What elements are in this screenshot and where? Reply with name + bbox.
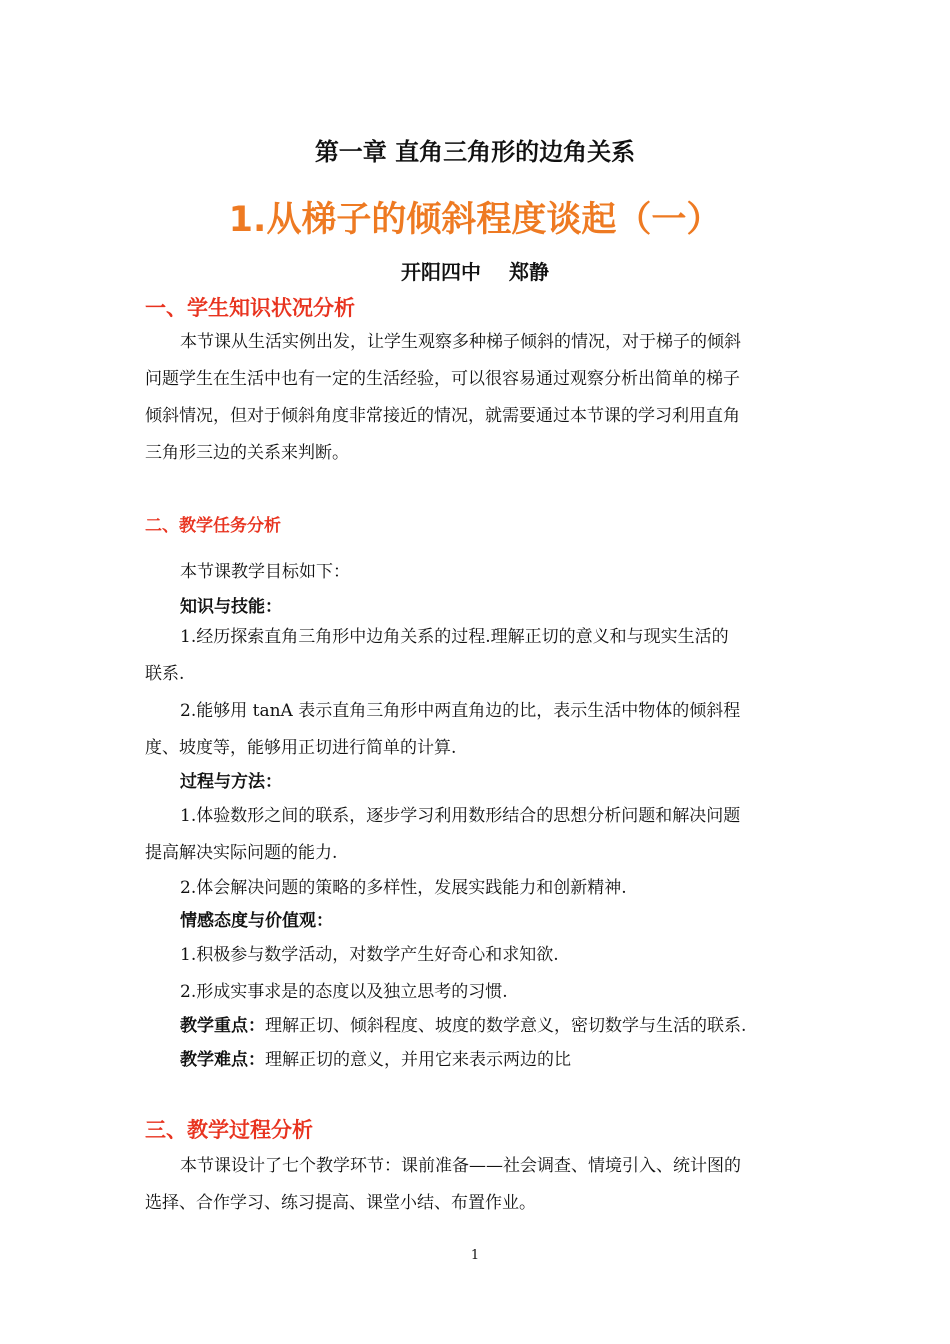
page-number: 1 xyxy=(470,1248,480,1263)
section-heading-2: 二、教学任务分析 xyxy=(145,516,281,536)
author-line xyxy=(0,256,950,285)
paragraph-line: 2.体会解决问题的策略的多样性，发展实践能力和创新精神. xyxy=(180,878,627,898)
paragraph-line: 联系. xyxy=(145,664,185,684)
paragraph-line: 1.体验数形之间的联系，逐步学习利用数形结合的思想分析问题和解决问题 xyxy=(180,806,741,826)
teaching-difficulty xyxy=(180,1049,571,1071)
paragraph-line: 2.形成实事求是的态度以及独立思考的习惯. xyxy=(180,982,508,1002)
section-heading-1: 一、学生知识状况分析 xyxy=(145,296,355,320)
paragraph-line: 提高解决实际问题的能力. xyxy=(145,843,338,863)
lesson-title: 1.从梯子的倾斜程度谈起（一） xyxy=(228,200,722,240)
author-name: 郑静 xyxy=(509,260,549,284)
teaching-difficulty-label: 教学难点： xyxy=(180,1050,265,1070)
paragraph-line: 2.能够用 tanA 表示直角三角形中两直角边的比，表示生活中物体的倾斜程 xyxy=(180,701,741,721)
paragraph-line: 选择、合作学习、练习提高、课堂小结、布置作业。 xyxy=(145,1193,536,1213)
emotion-values-label: 情感态度与价值观： xyxy=(180,911,333,931)
paragraph-line: 问题学生在生活中也有一定的生活经验，可以很容易通过观察分析出简单的梯子 xyxy=(145,369,740,389)
objectives-intro: 本节课教学目标如下： xyxy=(180,562,350,582)
section-heading-3: 三、教学过程分析 xyxy=(145,1118,313,1142)
teaching-key-point xyxy=(180,1015,746,1037)
paragraph-line: 三角形三边的关系来判断。 xyxy=(145,443,349,463)
process-methods-label: 过程与方法： xyxy=(180,772,282,792)
paragraph-line: 倾斜情况，但对于倾斜角度非常接近的情况，就需要通过本节课的学习利用直角 xyxy=(145,406,740,426)
author-school: 开阳四中 xyxy=(401,260,481,284)
paragraph-line: 1.积极参与数学活动，对数学产生好奇心和求知欲. xyxy=(180,945,559,965)
paragraph-line: 本节课设计了七个教学环节：课前准备——社会调查、情境引入、统计图的 xyxy=(180,1156,741,1176)
paragraph-line: 1.经历探索直角三角形中边角关系的过程.理解正切的意义和与现实生活的 xyxy=(180,627,729,647)
teaching-key-text: 理解正切、倾斜程度、坡度的数学意义，密切数学与生活的联系. xyxy=(265,1016,747,1036)
knowledge-skills-label: 知识与技能： xyxy=(180,597,282,617)
paragraph-line: 度、坡度等，能够用正切进行简单的计算. xyxy=(145,738,457,758)
teaching-key-label: 教学重点： xyxy=(180,1016,265,1036)
teaching-difficulty-text: 理解正切的意义，并用它来表示两边的比 xyxy=(265,1050,571,1070)
chapter-title: 第一章 直角三角形的边角关系 xyxy=(314,138,636,166)
paragraph-line: 本节课从生活实例出发，让学生观察多种梯子倾斜的情况，对于梯子的倾斜 xyxy=(180,332,741,352)
